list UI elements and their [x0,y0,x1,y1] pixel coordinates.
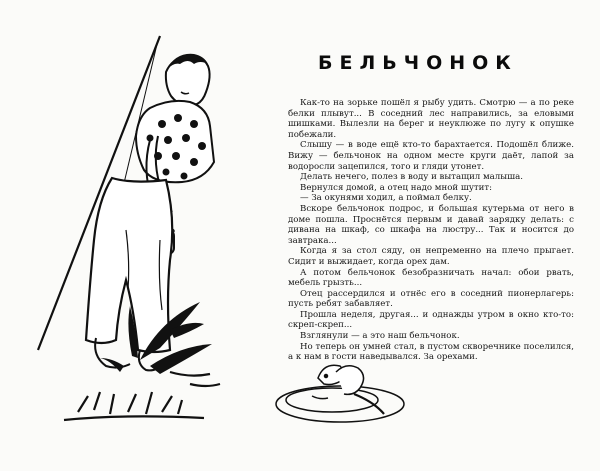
story-title: БЕЛЬЧОНОК [318,52,518,74]
paragraph: — За окунями ходил, а поймал белку. [300,193,472,204]
paragraph: Но теперь он умней стал, в пустом скворечнике поселился, а к нам в гости наведывался. За орехами. [288,341,574,363]
paragraph: Как-то на зорьке пошёл я рыбу удить. Смотрю — а по реке белки плывут... В соседний лес направились, за еловыми шишками. Вылезли на берег и неуклюже по лугу к опушке побежали. [288,98,574,140]
paragraph: Взглянули — а это наш бельчонок. [300,331,460,342]
paragraph: Делать нечего, полез в воду и вытащил малыша. [300,172,523,183]
paragraph: Когда я за стол сяду, он непременно на плечо прыгает. Сидит и выжидает, когда орех дам. [288,246,574,267]
paragraph: А потом бельчонок безобразничать начал: обои рвать, мебель грызть... [288,267,574,289]
paragraph: Вернулся домой, а отец надо мной шутит: [300,182,493,193]
paragraph: Слышу — в воде ещё кто-то барахтается. Подошёл ближе. Вижу — бельчонок на одном месте круги даёт, лапой за водоросли зацепился, того и гляди утонет. [288,140,574,172]
boy-shirt [136,101,214,182]
paragraph: Вскоре бельчонок подрос, и большая кутерьма от него в доме пошла. Проснётся первым и давай зарядку делать: с дивана на шкаф, со шкафа на люстру... Так и носится до завтрака... [288,203,574,246]
paragraph: Отец рассердился и отнёс его в соседний пионерлагерь: пусть ребят забавляет. [288,288,574,310]
paragraph: Прошла неделя, другая... и однажды утром в окно кто-то: скреп-скреп... [288,309,574,331]
story-text [288,98,574,363]
squirrel-in-water [276,365,404,422]
